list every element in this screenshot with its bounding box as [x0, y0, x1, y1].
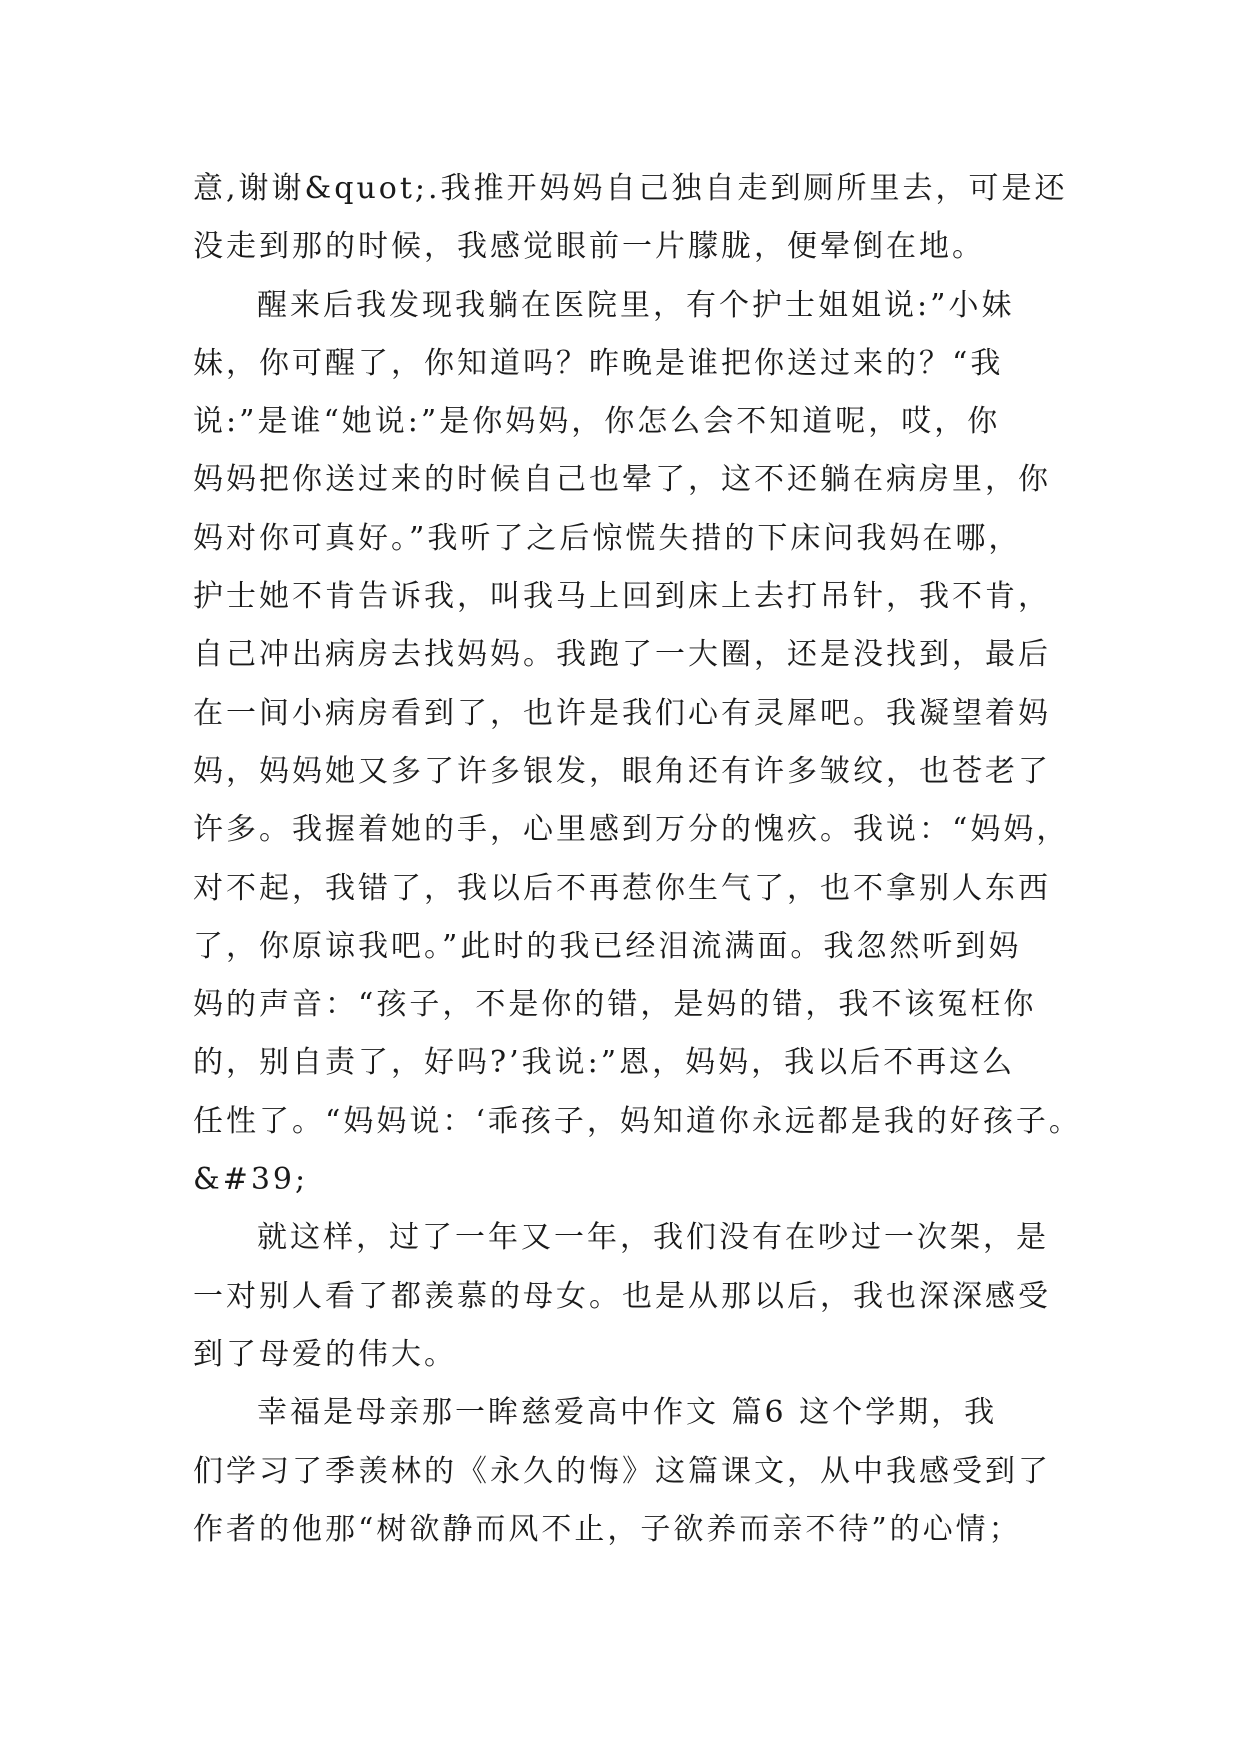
text-line: &#39; — [193, 1162, 309, 1198]
text-line: 一对别人看了都羡慕的母女。也是从那以后，我也深深感受 — [193, 1278, 1051, 1314]
text-line: 幸福是母亲那一眸慈爱高中作文 篇6 这个学期，我 — [257, 1395, 998, 1431]
text-line: 们学习了季羡林的《永久的悔》这篇课文，从中我感受到了 — [193, 1453, 1051, 1489]
text-line: 妹，你可醒了，你知道吗？昨晚是谁把你送过来的？“我 — [193, 345, 1004, 381]
text-line: 说:”是谁“她说:”是你妈妈，你怎么会不知道呢，哎，你 — [193, 404, 1001, 440]
text-line: 没走到那的时候，我感觉眼前一片朦胧，便晕倒在地。 — [193, 229, 985, 265]
document-body — [193, 160, 1082, 1559]
text-line: 妈的声音：“孩子，不是你的错，是妈的错，我不该冤枉你 — [193, 987, 1037, 1023]
text-line: 到了母爱的伟大。 — [193, 1336, 457, 1372]
text-line: 自己冲出病房去找妈妈。我跑了一大圈，还是没找到，最后 — [193, 637, 1051, 673]
text-line: 护士她不肯告诉我，叫我马上回到床上去打吊针，我不肯， — [193, 579, 1051, 615]
text-line: 妈，妈妈她又多了许多银发，眼角还有许多皱纹，也苍老了 — [193, 753, 1051, 789]
text-line: 就这样，过了一年又一年，我们没有在吵过一次架，是 — [257, 1220, 1049, 1256]
text-line: 妈妈把你送过来的时候自己也晕了，这不还躺在病房里，你 — [193, 462, 1051, 498]
text-line: 任性了。“妈妈说：‘乖孩子，妈知道你永远都是我的好孩子。 — [193, 1103, 1082, 1139]
text-line: 作者的他那“树欲静而风不止，子欲养而亲不待”的心情； — [193, 1511, 1022, 1547]
text-line: 了，你原谅我吧。”此时的我已经泪流满面。我忽然听到妈 — [193, 928, 1022, 964]
text-line: 醒来后我发现我躺在医院里，有个护士姐姐说:”小妹 — [257, 287, 1015, 323]
text-line: 意,谢谢&quot;.我推开妈妈自己独自走到厕所里去，可是还 — [193, 171, 1068, 206]
text-line: 对不起，我错了，我以后不再惹你生气了，也不拿别人东西 — [193, 870, 1051, 906]
text-line: 妈对你可真好。”我听了之后惊慌失措的下床问我妈在哪， — [193, 520, 1022, 556]
text-line: 在一间小病房看到了，也许是我们心有灵犀吧。我凝望着妈 — [193, 695, 1051, 731]
text-line: 的，别自责了，好吗?’我说:”恩，妈妈，我以后不再这么 — [193, 1045, 1016, 1081]
text-line: 许多。我握着她的手，心里感到万分的愧疚。我说：“妈妈， — [193, 812, 1070, 848]
